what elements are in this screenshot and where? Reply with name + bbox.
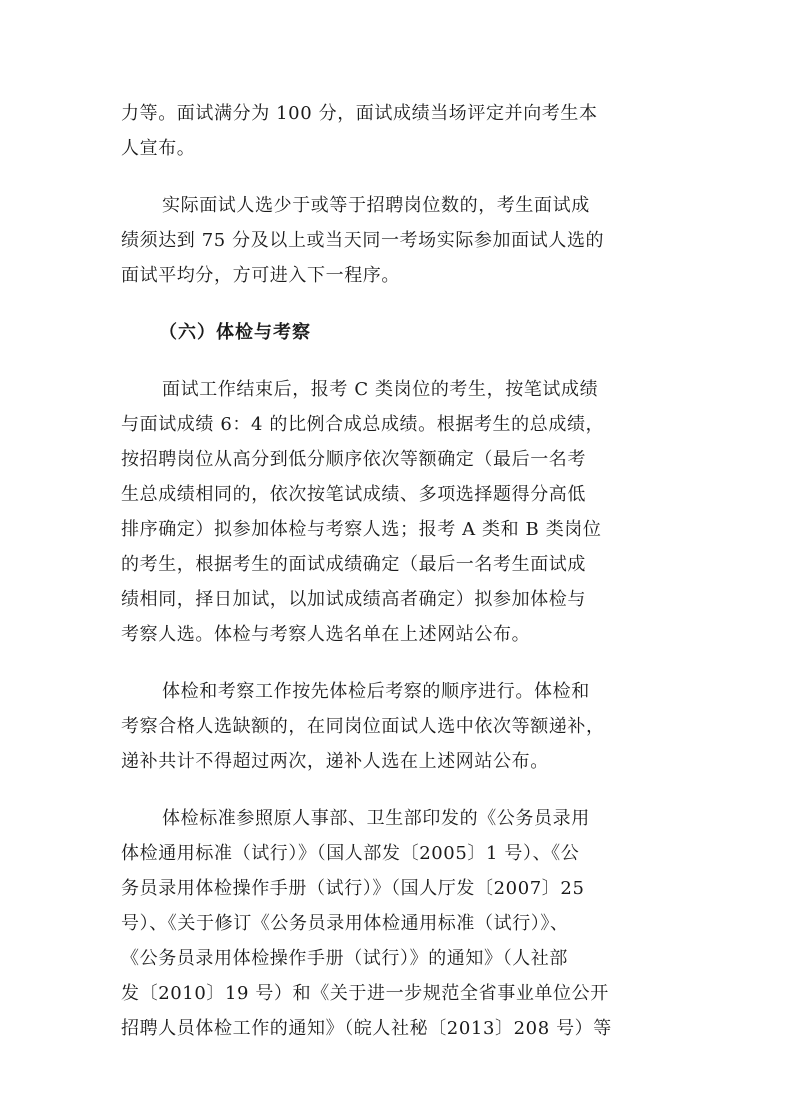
text-line: 招聘人员体检工作的通知》（皖人社秘〔2013〕208 号）等 xyxy=(121,1018,612,1039)
text-line: 面试平均分，方可进入下一程序。 xyxy=(121,265,400,286)
text-line: 实际面试人选少于或等于招聘岗位数的，考生面试成 xyxy=(162,195,590,216)
text-line: 绩须达到 75 分及以上或当天同一考场实际参加面试人选的 xyxy=(121,230,605,251)
text-line: 力等。面试满分为 100 分，面试成绩当场评定并向考生本 xyxy=(121,103,598,124)
text-line: 体检标准参照原人事部、卫生部印发的《公务员录用 xyxy=(162,808,590,829)
text-line: 发〔2010〕19 号）和《关于进一步规范全省事业单位公开 xyxy=(121,983,609,1004)
text-line: 务员录用体检操作手册（试行）》（国人厅发〔2007〕25 xyxy=(121,878,585,899)
text-line: 绩相同，择日加试，以加试成绩高者确定）拟参加体检与 xyxy=(121,589,586,610)
text-line: 递补共计不得超过两次，递补人选在上述网站公布。 xyxy=(121,751,549,772)
document-body xyxy=(121,96,669,1068)
text-line: 按招聘岗位从高分到低分顺序依次等额确定（最后一名考 xyxy=(121,449,586,470)
text-line: 面试工作结束后，报考 C 类岗位的考生，按笔试成绩 xyxy=(162,379,599,400)
text-line: 体检和考察工作按先体检后考察的顺序进行。体检和 xyxy=(162,681,590,702)
text-line: 生总成绩相同的，依次按笔试成绩、多项选择题得分高低 xyxy=(121,484,586,505)
text-line: 体检通用标准（试行）》（国人部发〔2005〕1 号）、《公 xyxy=(121,843,580,864)
paragraph-exam-order xyxy=(121,674,669,779)
text-line: 号）、《关于修订《公务员录用体检通用标准（试行）》、 xyxy=(121,913,569,934)
text-line: 考察人选。体检与考察人选名单在上述网站公布。 xyxy=(121,624,531,645)
text-line: 与面试成绩 6：4 的比例合成总成绩。根据考生的总成绩， xyxy=(121,414,605,435)
text-line: 人宣布。 xyxy=(121,138,196,159)
section-heading: （六）体检与考察 xyxy=(159,322,311,343)
text-line: 《公务员录用体检操作手册（试行）》的通知》（人社部 xyxy=(121,948,568,969)
paragraph-interview-threshold xyxy=(121,188,669,293)
text-line: 考察合格人选缺额的，在同岗位面试人选中依次等额递补， xyxy=(121,716,605,737)
paragraph-medical-standard xyxy=(121,801,669,1046)
paragraph-interview-score xyxy=(121,96,669,166)
paragraph-total-score xyxy=(121,372,669,652)
text-line: 的考生，根据考生的面试成绩确定（最后一名考生面试成 xyxy=(121,554,586,575)
text-line: 排序确定）拟参加体检与考察人选；报考 A 类和 B 类岗位 xyxy=(121,519,602,540)
